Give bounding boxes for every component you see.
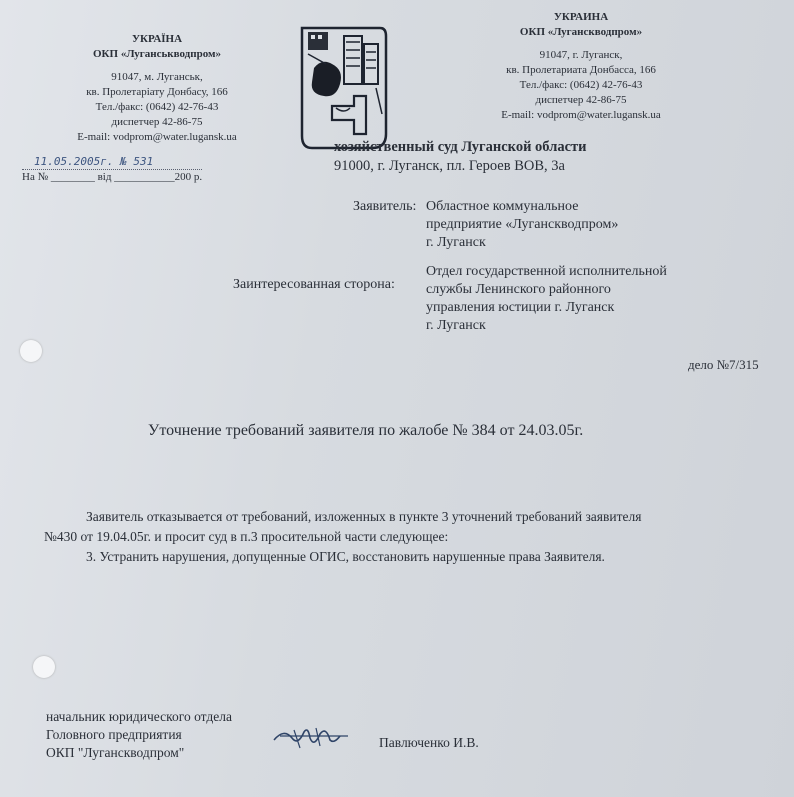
interested-party-line: службы Ленинского районного bbox=[426, 282, 611, 297]
header-ua-email: E-mail: vodprom@water.lugansk.ua bbox=[77, 131, 237, 143]
body-paragraph-line2: №430 от 19.04.05г. и просит суд в п.3 просительной части следующее: bbox=[44, 529, 449, 544]
outgoing-form-line: На № ________ від ___________200 р. bbox=[22, 171, 203, 183]
header-ru-email: E-mail: vodprom@water.lugansk.ua bbox=[501, 109, 661, 121]
applicant-line: г. Луганск bbox=[426, 235, 486, 250]
case-number: дело №7/315 bbox=[688, 357, 759, 372]
signature-position-line: ОКП "Луганскводпром" bbox=[46, 745, 185, 760]
header-ru bbox=[466, 10, 696, 123]
signature-position-line: начальник юридического отдела bbox=[46, 709, 232, 724]
interested-party-line: г. Луганск bbox=[426, 318, 486, 333]
header-ua-country: УКРАЇНА bbox=[131, 33, 183, 45]
punch-hole bbox=[33, 656, 55, 678]
body-item-3: 3. Устранить нарушения, допущенные ОГИС, восстановить нарушенные права Заявителя. bbox=[86, 549, 605, 564]
header-ru-city: 91047, г. Луганск, bbox=[539, 49, 623, 61]
interested-party-line: управления юстиции г. Луганск bbox=[426, 300, 615, 315]
applicant-line: предприятие «Луганскводпром» bbox=[426, 217, 619, 232]
interested-party-label: Заинтересованная сторона: bbox=[233, 277, 395, 292]
addressee-address: 91000, г. Луганск, пл. Героев ВОВ, 3а bbox=[334, 158, 565, 174]
header-ru-country: УКРАИНА bbox=[553, 11, 609, 23]
header-ru-org: ОКП «Луганскводпром» bbox=[519, 26, 643, 38]
header-ua-street: кв. Пролетаріату Донбасу, 166 bbox=[86, 86, 228, 98]
signatory-name: Павлюченко И.В. bbox=[379, 735, 479, 750]
header-ru-street: кв. Пролетариата Донбасса, 166 bbox=[506, 64, 656, 76]
company-logo bbox=[296, 24, 388, 152]
outgoing-handwritten: 11.05.2005г. № 531 bbox=[34, 155, 154, 168]
addressee bbox=[334, 138, 587, 176]
header-ua-phone: Тел./факс: (0642) 42-76-43 bbox=[95, 101, 219, 113]
header-ru-dispatcher: диспетчер 42-86-75 bbox=[535, 94, 627, 106]
signature-position bbox=[46, 708, 232, 762]
header-ua-city: 91047, м. Луганськ, bbox=[111, 71, 203, 83]
handwritten-signature bbox=[270, 722, 360, 752]
interested-party-line: Отдел государственной исполнительной bbox=[426, 264, 667, 279]
document-title: Уточнение требований заявителя по жалобе № 384 от 24.03.05г. bbox=[148, 422, 584, 439]
signature-position-line: Головного предприятия bbox=[46, 727, 182, 742]
body-paragraph-line1: Заявитель отказывается от требований, изложенных в пункте 3 уточнений требований заявителя bbox=[86, 509, 642, 524]
applicant-line: Областное коммунальное bbox=[426, 199, 579, 214]
applicant-block bbox=[426, 198, 618, 252]
header-ua-org: ОКП «Луганськводпром» bbox=[93, 48, 221, 60]
header-ua bbox=[42, 32, 272, 145]
header-ua-dispatcher: диспетчер 42-86-75 bbox=[111, 116, 203, 128]
punch-hole bbox=[20, 340, 42, 362]
header-ru-phone: Тел./факс: (0642) 42-76-43 bbox=[519, 79, 643, 91]
addressee-court: хозяйственный суд Луганской области bbox=[334, 139, 587, 155]
interested-party-block bbox=[426, 263, 667, 335]
applicant-label: Заявитель: bbox=[353, 199, 417, 214]
